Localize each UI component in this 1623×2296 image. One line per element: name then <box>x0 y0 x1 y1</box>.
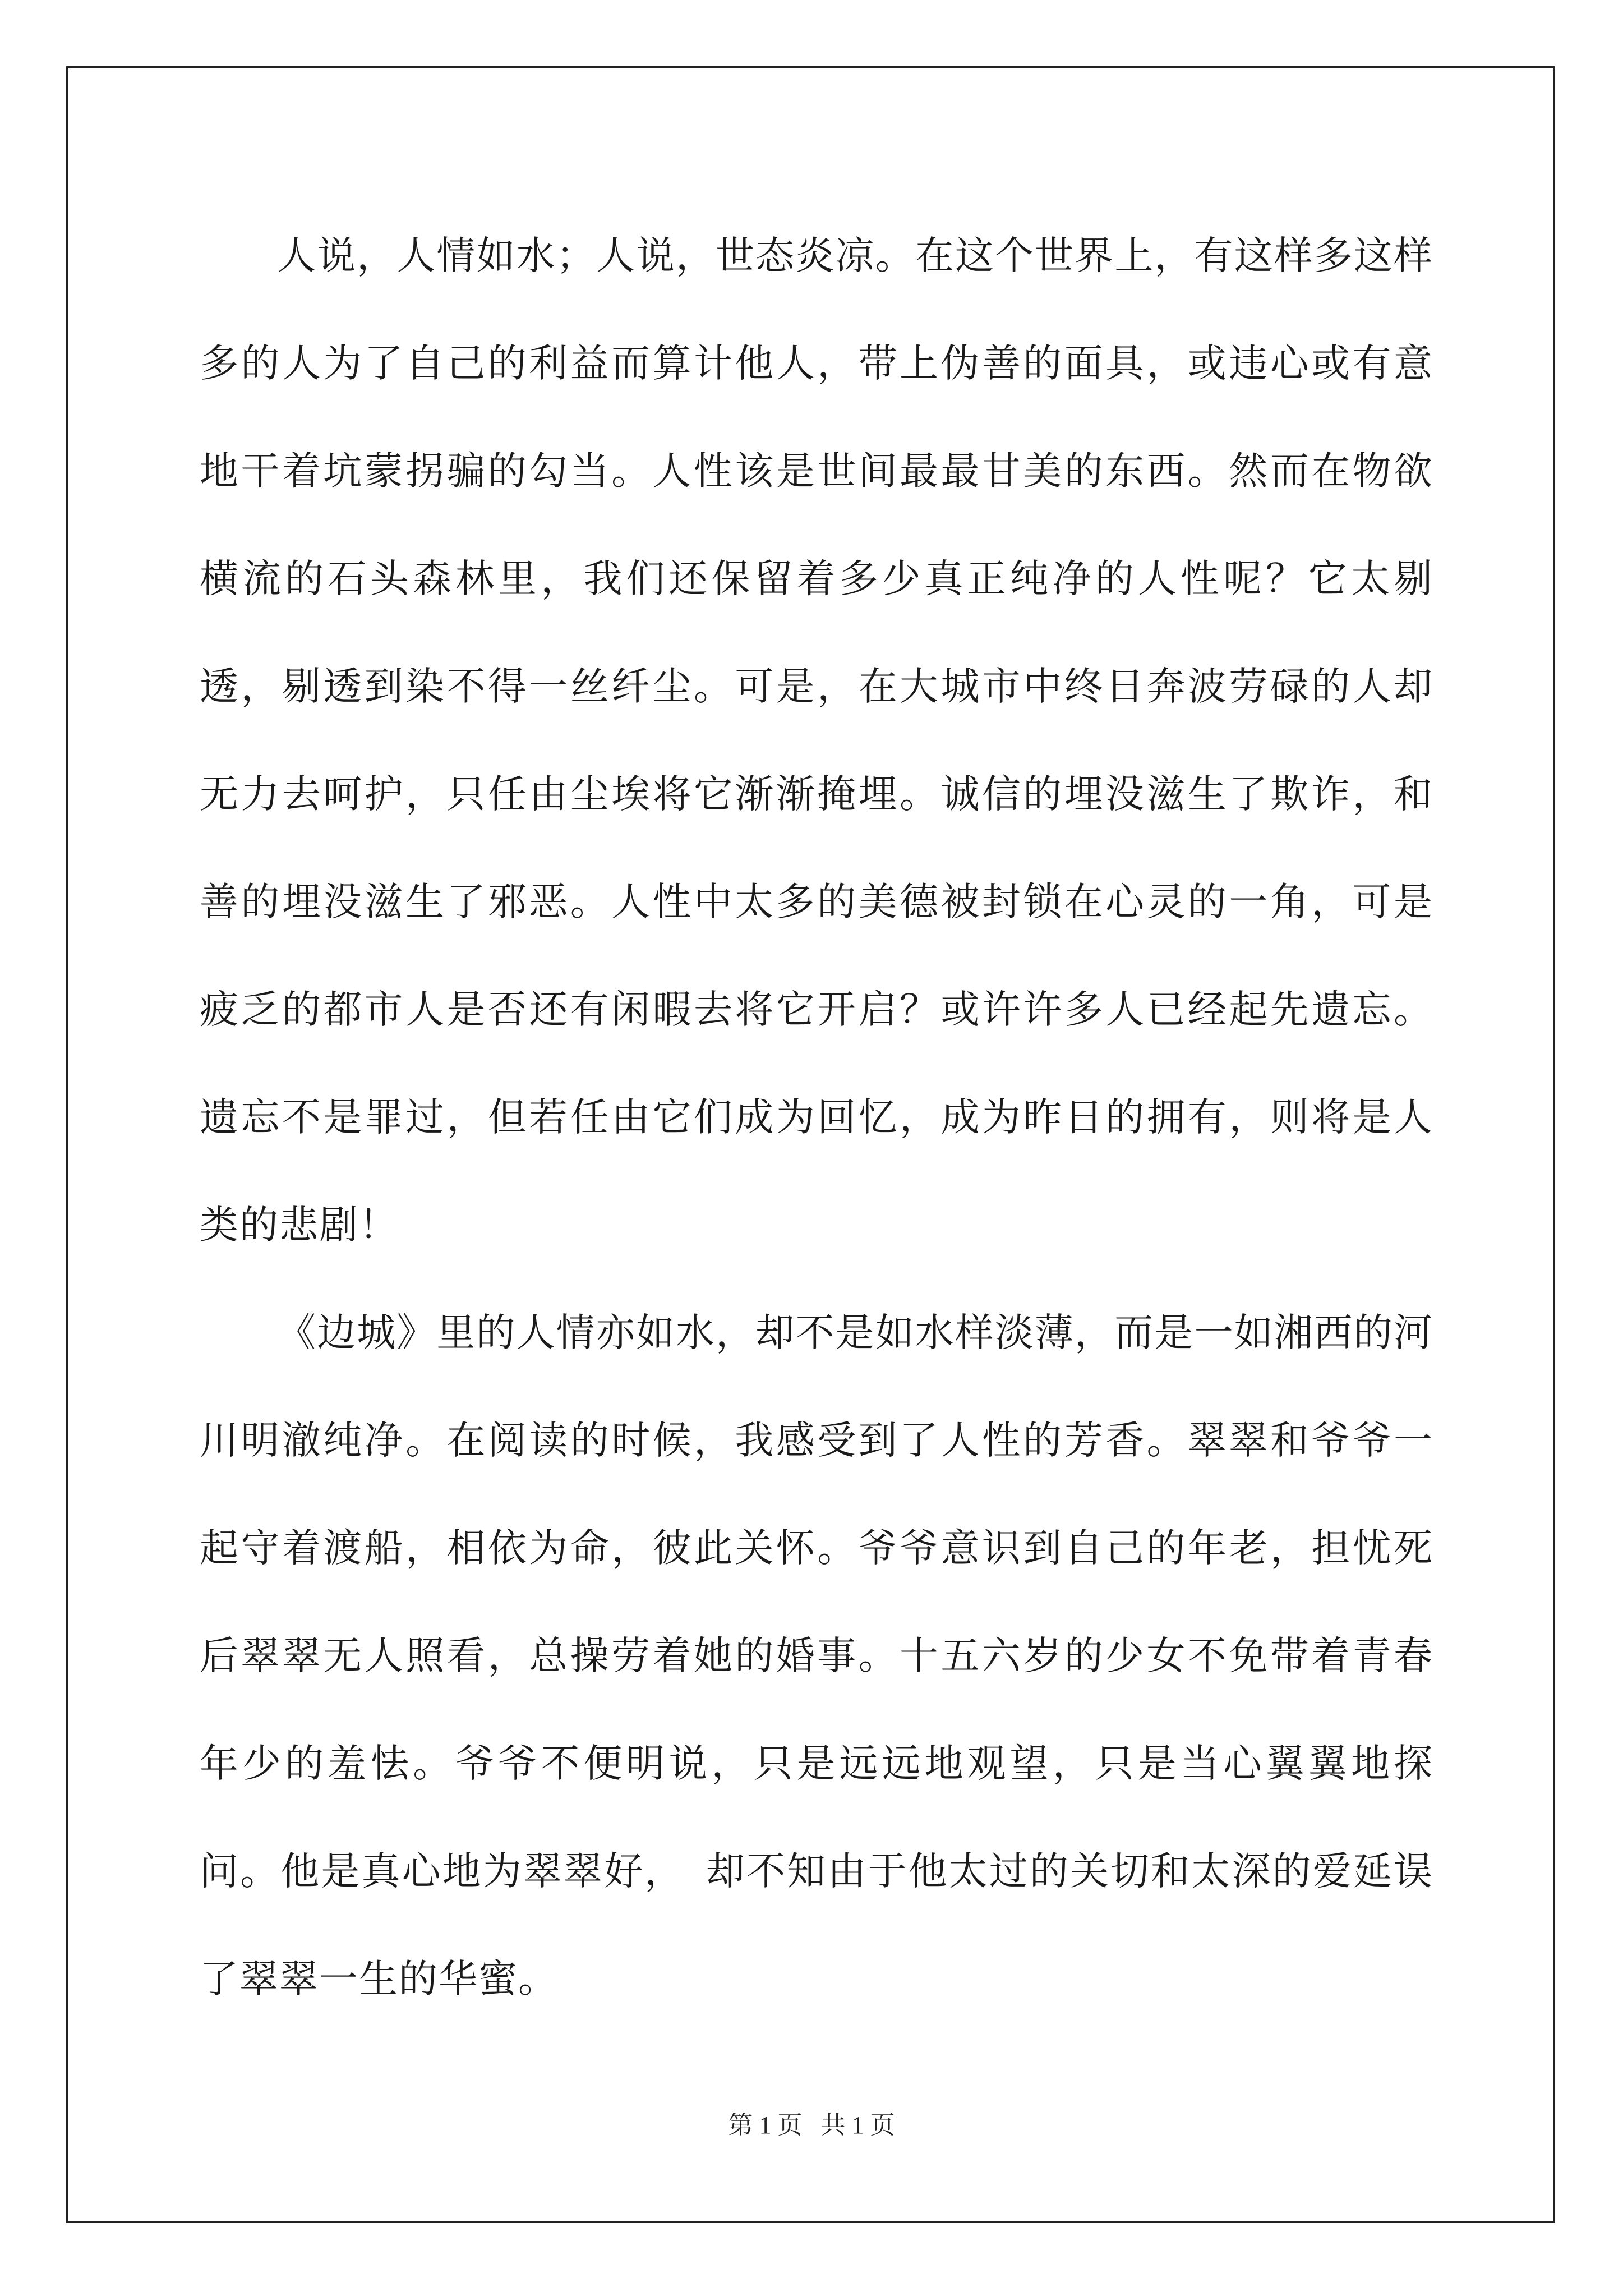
page-total: 共 1 页 <box>820 2111 895 2139</box>
paragraph-2: 《边城》里的人情亦如水，却不是如水样淡薄，而是一如湘西的河川明澈纯净。在阅读的时候，我感受到了人性的芳香。翠翠和爷爷一起守着渡船，相依为命，彼此关怀。爷爷意识到自己的年老，担忧死后翠翠无人照看，总操劳着她的婚事。十五六岁的少女不免带着青春年少的羞怯。爷爷不便明说，只是远远地观望，只是当心翼翼地探问。他是真心地为翠翠好， 却不知由于他太过的关切和太深的爱延误了翠翠一生的华蜜。 <box>200 1310 1433 2001</box>
page-footer <box>0 2105 1623 2141</box>
document-body <box>200 202 1433 2033</box>
page-number: 第 1 页 <box>728 2111 803 2139</box>
footer-separator <box>803 2111 821 2139</box>
paragraph-1: 人说，人情如水；人说，世态炎凉。在这个世界上，有这样多这样多的人为了自己的利益而算计他人，带上伪善的面具，或违心或有意地干着坑蒙拐骗的勾当。人性该是世间最最甘美的东西。然而在物欲横流的石头森林里，我们还保留着多少真正纯净的人性呢？它太剔透，剔透到染不得一丝纤尘。可是，在大城市中终日奔波劳碌的人却无力去呵护，只任由尘埃将它渐渐掩埋。诚信的埋没滋生了欺诈，和善的埋没滋生了邪恶。人性中太多的美德被封锁在心灵的一角，可是疲乏的都市人是否还有闲暇去将它开启？或许许多人已经起先遗忘。遗忘不是罪过，但若任由它们成为回忆，成为昨日的拥有，则将是人类的悲剧！ <box>200 233 1433 1248</box>
